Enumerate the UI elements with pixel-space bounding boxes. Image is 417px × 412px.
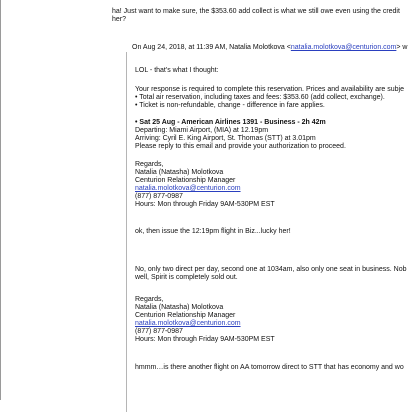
signature-regards: Regards, (135, 296, 164, 303)
top-message (112, 8, 400, 24)
reply1-bullet: • Total air reservation, including taxes and fees: $353.60 (add collect, exchange). (135, 94, 385, 101)
top-message-line: her? (112, 16, 127, 23)
reply1-details (135, 86, 404, 110)
signature-phone: (877) 877-0987 (135, 193, 183, 200)
flight-arriving: Arriving: Cyril E. King Airport, St. Thomas (STT) at 3.01pm (135, 135, 316, 142)
reply1-opening (135, 67, 219, 75)
quote-header (132, 44, 407, 52)
signature-regards: Regards, (135, 161, 164, 168)
reply2 (135, 266, 406, 282)
top-message-line: ha! Just want to make sure, the $353.60 add collect is what we still owe even using the credit (112, 8, 400, 15)
flight-details (135, 119, 346, 151)
message3 (135, 364, 404, 372)
quote-header-email-link[interactable]: natalia.molotkova@centurion.com (290, 44, 397, 51)
quoted-thread (126, 52, 417, 412)
flight-title: • Sat 25 Aug - American Airlines 1391 - Business - 2h 42m (135, 119, 326, 126)
reply1-bullet: • Ticket is non-refundable, change - difference in fare applies. (135, 102, 325, 109)
reply2-line: well, Spirit is completely sold out. (135, 274, 238, 281)
signature-email-link[interactable]: natalia.molotkova@centurion.com (135, 320, 241, 327)
flight-departing: Departing: Miami Airport, (MIA) at 12.19pm (135, 127, 269, 134)
signature-block (135, 161, 275, 209)
window-edge (0, 0, 1, 400)
signature-block (135, 296, 275, 344)
quote-header-prefix: On Aug 24, 2018, at 11:39 AM, Natalia Molotkova < (132, 44, 291, 51)
signature-name: Natalia (Natasha) Molotkova (135, 304, 224, 311)
authorization-request: Please reply to this email and provide your authorization to proceed. (135, 143, 346, 150)
reply1-opening-text: LOL - that's what I thought: (135, 67, 219, 74)
reply1-body: Your response is required to complete this reservation. Prices and availability are subje (135, 86, 404, 93)
reply2-line: No, only two direct per day, second one at 1034am, also only one seat in business. Nob (135, 266, 407, 273)
message2-text: ok, then issue the 12:19pm flight in Biz...lucky her! (135, 228, 291, 235)
signature-email-link[interactable]: natalia.molotkova@centurion.com (135, 185, 241, 192)
signature-title: Centurion Relationship Manager (135, 312, 236, 319)
message3-text: hmmm…is there another flight on AA tomorrow direct to STT that has economy and wo (135, 364, 404, 371)
signature-hours: Hours: Mon through Friday 9AM-530PM EST (135, 336, 275, 343)
signature-name: Natalia (Natasha) Molotkova (135, 169, 224, 176)
message2 (135, 228, 291, 236)
signature-title: Centurion Relationship Manager (135, 177, 236, 184)
signature-phone: (877) 877-0987 (135, 328, 183, 335)
quote-header-suffix: > w (396, 44, 408, 51)
signature-hours: Hours: Mon through Friday 9AM-530PM EST (135, 201, 275, 208)
